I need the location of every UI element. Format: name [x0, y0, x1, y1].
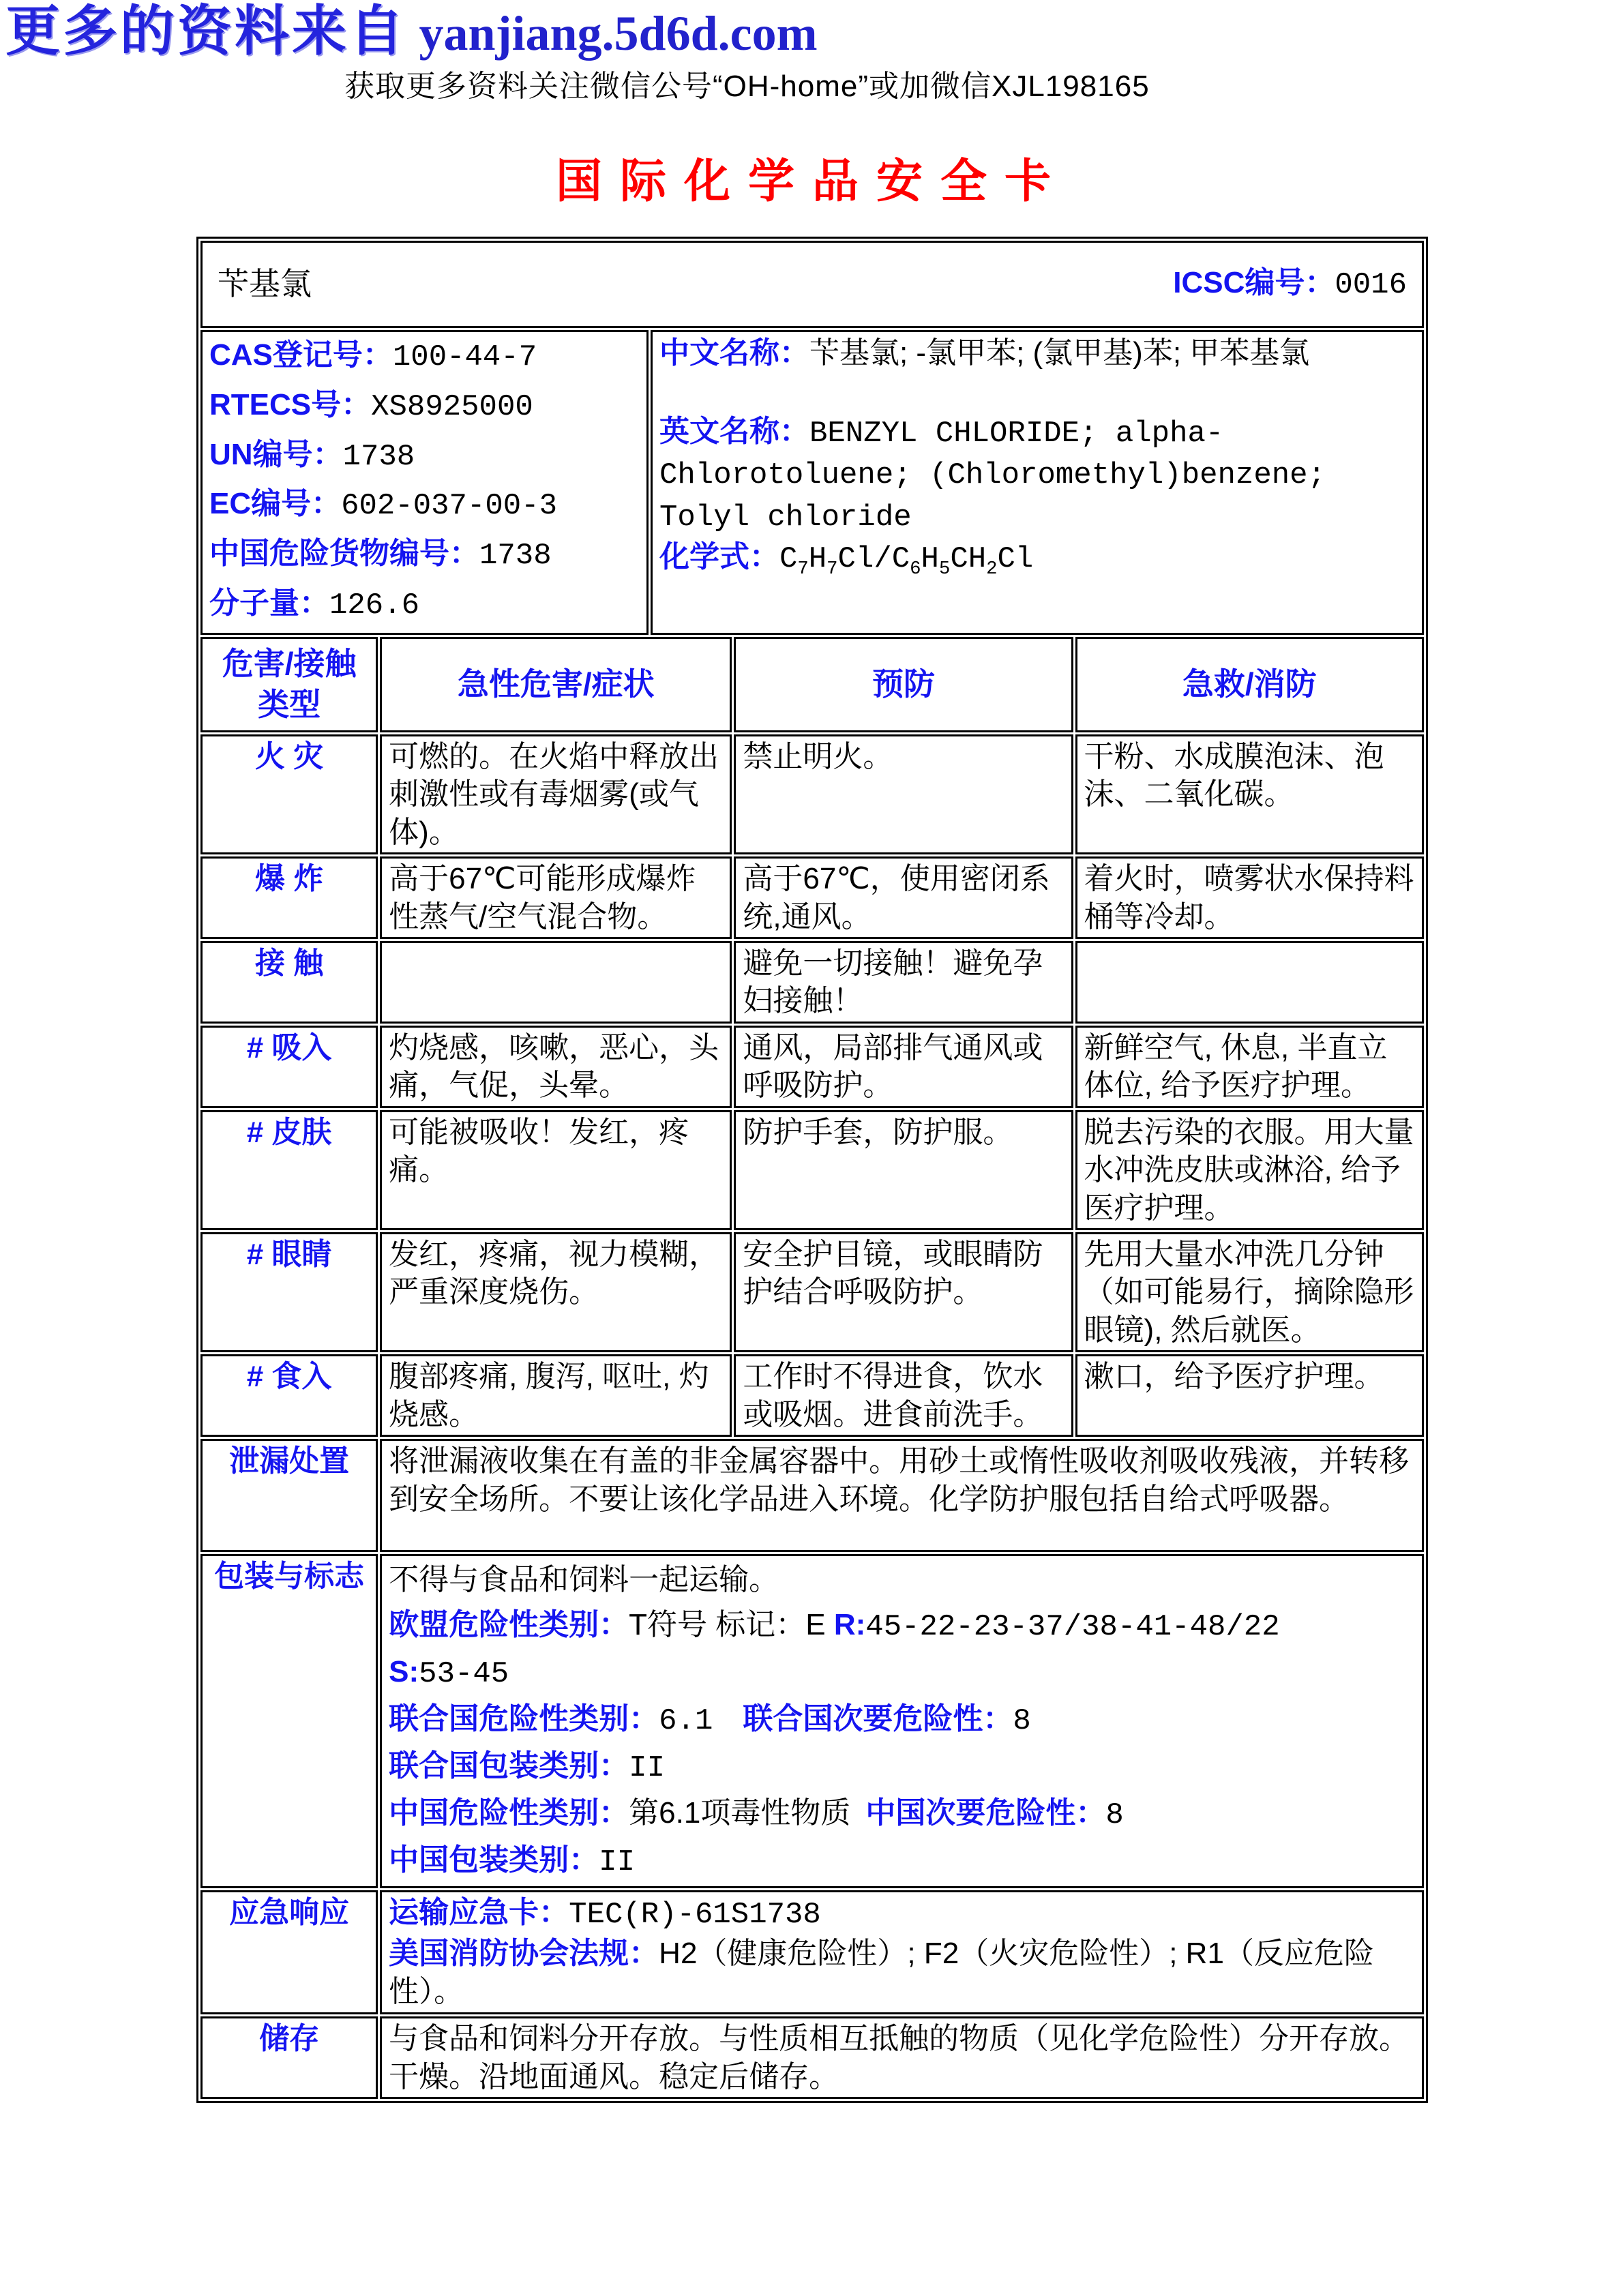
explosion-response: 着火时，喷雾状水保持料桶等冷却。 [1075, 856, 1424, 939]
safety-card-table [196, 237, 1428, 2103]
icsc-number [1173, 264, 1407, 304]
hazard-row-fire [200, 734, 1424, 854]
hazard-row-skin [200, 1110, 1424, 1230]
inhalation-label: # 吸入 [200, 1026, 378, 1108]
names-cell [651, 330, 1424, 635]
skin-label: # 皮肤 [200, 1110, 378, 1230]
un-packing-group: 联合国包装类别：II [389, 1749, 665, 1786]
header-first-aid: 急救/消防 [1075, 637, 1424, 732]
ingestion-response: 漱口，给予医疗护理。 [1075, 1354, 1424, 1437]
transport-restriction: 不得与食品和饲料一起运输。 [389, 1563, 779, 1597]
eu-hazard-class: 欧盟危险性类别：T符号 标记：E R:45-22-23-37/38-41-48/22 [389, 1608, 1280, 1645]
china-packing-group: 中国包装类别：II [389, 1843, 635, 1880]
un-number: UN编号：1738 [209, 437, 415, 474]
packaging-content [380, 1554, 1424, 1888]
hazard-row-contact [200, 941, 1424, 1024]
identifiers-row [200, 330, 1424, 635]
wechat-note: 获取更多资料关注微信公号“OH-home”或加微信XJL198165 [344, 70, 1150, 103]
eyes-symptoms: 发红，疼痛，视力模糊，严重深度烧伤。 [380, 1232, 732, 1352]
hazard-row-eyes [200, 1232, 1424, 1352]
storage-label: 储存 [200, 2016, 378, 2099]
fire-label: 火 灾 [200, 734, 378, 854]
contact-symptoms [380, 941, 732, 1024]
hazard-row-explosion [200, 856, 1424, 939]
explosion-symptoms: 高于67℃可能形成爆炸性蒸气/空气混合物。 [380, 856, 732, 939]
skin-response: 脱去污染的衣服。用大量水冲洗皮肤或淋浴, 给予医疗护理。 [1075, 1110, 1424, 1230]
spill-row [200, 1439, 1424, 1552]
storage-row [200, 2016, 1424, 2099]
eyes-prevention: 安全护目镜，或眼睛防护结合呼吸防护。 [734, 1232, 1073, 1352]
un-hazard-class: 联合国危险性类别：6.1 联合国次要危险性：8 [389, 1702, 1031, 1739]
name-row [200, 241, 1424, 328]
skin-symptoms: 可能被吸收！发红，疼痛。 [380, 1110, 732, 1230]
name-cell [200, 241, 1424, 328]
spill-label: 泄漏处置 [200, 1439, 378, 1552]
cas-number: CAS登记号：100-44-7 [209, 338, 537, 374]
icsc-value: 0016 [1335, 268, 1407, 303]
chemical-name: 苄基氯 [218, 266, 312, 302]
header-symptoms: 急性危害/症状 [380, 637, 732, 732]
fire-symptoms: 可燃的。在火焰中释放出刺激性或有毒烟雾(或气体)。 [380, 734, 732, 854]
icsc-label: ICSC编号： [1173, 266, 1335, 300]
storage-text: 与食品和饲料分开存放。与性质相互抵触的物质（见化学危险性）分开存放。干燥。沿地面通风。稳定后储存。 [380, 2016, 1424, 2099]
spacer [659, 374, 1415, 412]
skin-prevention: 防护手套，防护服。 [734, 1110, 1073, 1230]
packaging-label: 包装与标志 [200, 1554, 378, 1888]
s-phrases: S:53-45 [389, 1655, 509, 1692]
hazard-row-ingestion [200, 1354, 1424, 1437]
page-title: 国际化学品安全卡 [555, 155, 1069, 207]
inhalation-symptoms: 灼烧感，咳嗽，恶心，头痛，气促，头晕。 [380, 1026, 732, 1108]
inhalation-prevention: 通风，局部排气通风或呼吸防护。 [734, 1026, 1073, 1108]
banner-text: 更多的资料来自 [5, 1, 406, 61]
fire-prevention: 禁止明火。 [734, 734, 1073, 854]
spill-text: 将泄漏液收集在有盖的非金属容器中。用砂土或惰性吸收剂吸收残液，并转移到安全场所。不要让该化学品进入环境。化学防护服包括自给式呼吸器。 [380, 1439, 1424, 1552]
molecular-weight: 分子量：126.6 [209, 586, 420, 623]
nfpa-code: 美国消防协会法规：H2（健康危险性）; F2（火灾危险性）; R1（反应危险性）。 [389, 1936, 1374, 2008]
contact-response [1075, 941, 1424, 1024]
fire-response: 干粉、水成膜泡沫、泡沫、二氧化碳。 [1075, 734, 1424, 854]
explosion-prevention: 高于67℃，使用密闭系统,通风。 [734, 856, 1073, 939]
ingestion-symptoms: 腹部疼痛, 腹泻, 呕吐, 灼烧感。 [380, 1354, 732, 1437]
contact-label: 接 触 [200, 941, 378, 1024]
registry-numbers-cell [200, 330, 649, 635]
eyes-label: # 眼睛 [200, 1232, 378, 1352]
chinese-name: 中文名称：苄基氯; -氯甲苯; (氯甲基)苯; 甲苯基氯 [659, 336, 1310, 370]
banner-site-url: yanjiang.5d6d.com [419, 6, 818, 61]
china-dangerous-goods-number: 中国危险货物编号：1738 [209, 537, 552, 573]
china-hazard-class: 中国危险性类别：第6.1项毒性物质 中国次要危险性：8 [389, 1796, 1124, 1833]
explosion-label: 爆 炸 [200, 856, 378, 939]
emergency-row [200, 1890, 1424, 2014]
ingestion-prevention: 工作时不得进食，饮水或吸烟。进食前洗手。 [734, 1354, 1073, 1437]
header-hazard-type: 危害/接触类型 [200, 637, 378, 732]
ingestion-label: # 食入 [200, 1354, 378, 1437]
rtecs-number: RTECS号：XS8925000 [209, 387, 533, 424]
eyes-response: 先用大量水冲洗几分钟（如可能易行，摘除隐形眼镜), 然后就医。 [1075, 1232, 1424, 1352]
hazard-header-row [200, 637, 1424, 732]
hazard-row-inhalation [200, 1026, 1424, 1108]
contact-prevention: 避免一切接触！避免孕妇接触！ [734, 941, 1073, 1024]
emergency-label: 应急响应 [200, 1890, 378, 2014]
chemical-formula: 化学式：$C_7H_7Cl/C_6H_5CH_2Cl$ [659, 540, 1034, 580]
packaging-row [200, 1554, 1424, 1888]
emergency-content [380, 1890, 1424, 2014]
header-prevention: 预防 [734, 637, 1073, 732]
inhalation-response: 新鲜空气, 休息, 半直立体位, 给予医疗护理。 [1075, 1026, 1424, 1108]
site-banner [0, 0, 1623, 60]
ec-number: EC编号：602-037-00-3 [209, 487, 557, 524]
english-name: 英文名称：BENZYL CHLORIDE; alpha-Chlorotoluene; (Chloromethyl)benzene; Tolyl chloride [659, 414, 1326, 535]
transport-emergency-card: 运输应急卡：TEC(R)-61S1738 [389, 1896, 821, 1933]
